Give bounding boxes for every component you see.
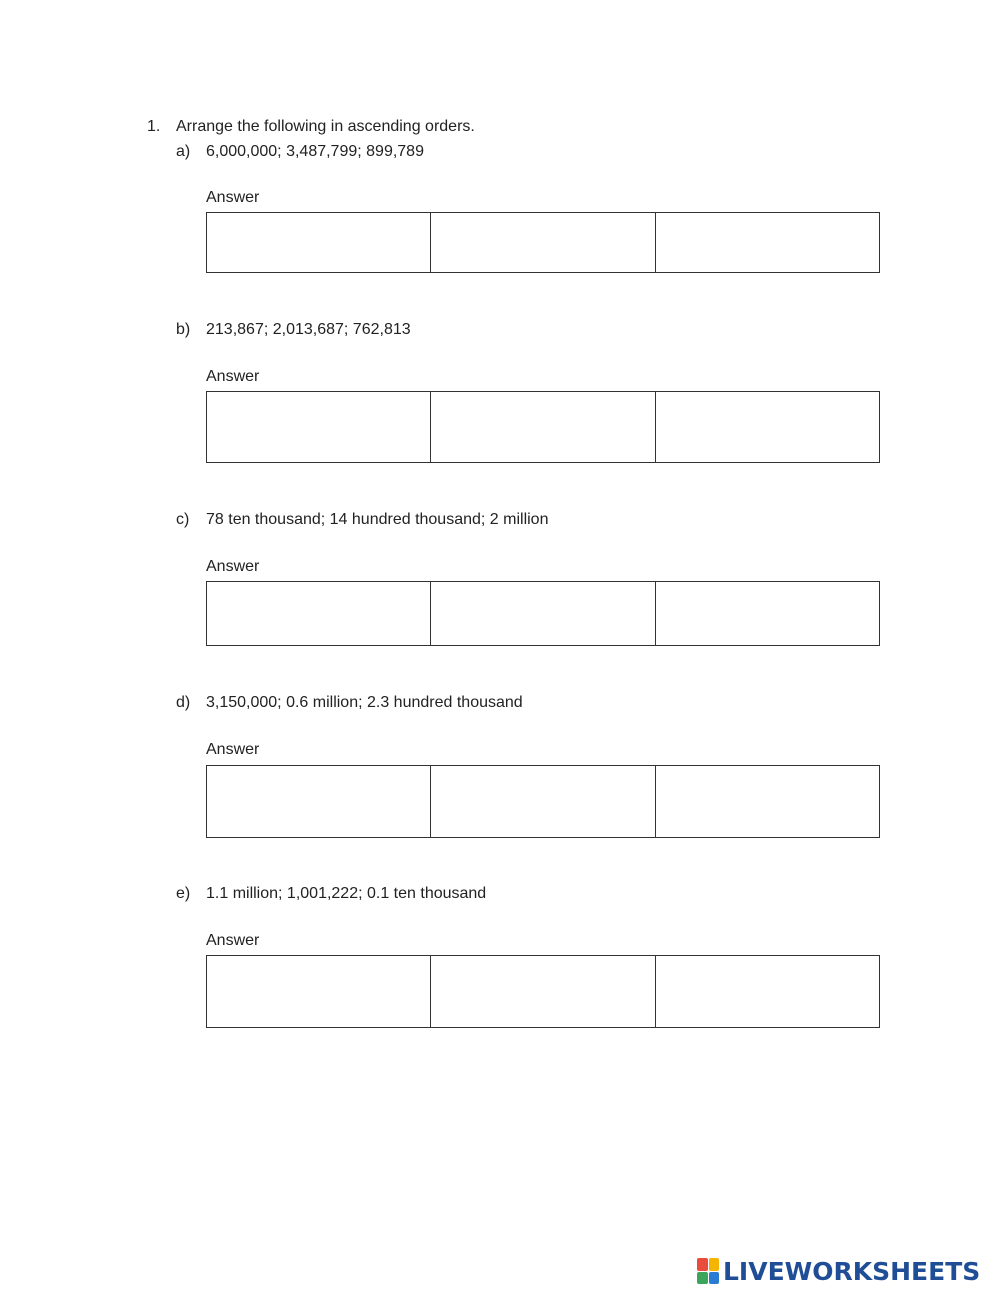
part-d-answer-box-1[interactable] (207, 766, 431, 837)
part-a-answer-box-3[interactable] (656, 213, 879, 272)
logo-blocks-icon (697, 1258, 719, 1284)
liveworksheets-logo (697, 1256, 980, 1286)
part-d-items: 3,150,000; 0.6 million; 2.3 hundred thousand (206, 694, 523, 711)
part-a-label: a) (176, 143, 191, 160)
part-c-label: c) (176, 511, 190, 528)
brand-name: LIVEWORKSHEETS (723, 1256, 981, 1286)
part-a-items: 6,000,000; 3,487,799; 899,789 (206, 143, 424, 160)
part-a-answer-grid (206, 212, 880, 273)
part-d-label: d) (176, 694, 191, 711)
question-prompt: Arrange the following in ascending orders. (176, 118, 475, 135)
part-e-answer-box-2[interactable] (431, 956, 655, 1027)
part-e-items: 1.1 million; 1,001,222; 0.1 ten thousand (206, 885, 487, 902)
part-b-answer-grid (206, 391, 880, 463)
part-d-answer-label: Answer (206, 741, 260, 758)
part-b-items: 213,867; 2,013,687; 762,813 (206, 321, 411, 338)
part-a-answer-label: Answer (206, 189, 260, 206)
part-b-answer-box-1[interactable] (207, 392, 431, 462)
part-e-answer-label: Answer (206, 932, 260, 949)
part-a-answer-box-1[interactable] (207, 213, 431, 272)
part-a-answer-box-2[interactable] (431, 213, 655, 272)
part-b-answer-label: Answer (206, 368, 260, 385)
part-d-answer-box-3[interactable] (656, 766, 879, 837)
part-c-answer-box-1[interactable] (207, 582, 431, 645)
part-b-answer-box-3[interactable] (656, 392, 879, 462)
part-d-answer-grid (206, 765, 880, 838)
part-e-answer-box-3[interactable] (656, 956, 879, 1027)
part-e-answer-grid (206, 955, 880, 1028)
part-c-answer-grid (206, 581, 880, 646)
part-b-label: b) (176, 321, 191, 338)
part-c-items: 78 ten thousand; 14 hundred thousand; 2 million (206, 511, 549, 528)
part-e-answer-box-1[interactable] (207, 956, 431, 1027)
part-c-answer-box-2[interactable] (431, 582, 655, 645)
part-c-answer-box-3[interactable] (656, 582, 879, 645)
part-b-answer-box-2[interactable] (431, 392, 655, 462)
part-d-answer-box-2[interactable] (431, 766, 655, 837)
part-e-label: e) (176, 885, 191, 902)
question-number: 1. (147, 118, 161, 135)
part-c-answer-label: Answer (206, 558, 260, 575)
